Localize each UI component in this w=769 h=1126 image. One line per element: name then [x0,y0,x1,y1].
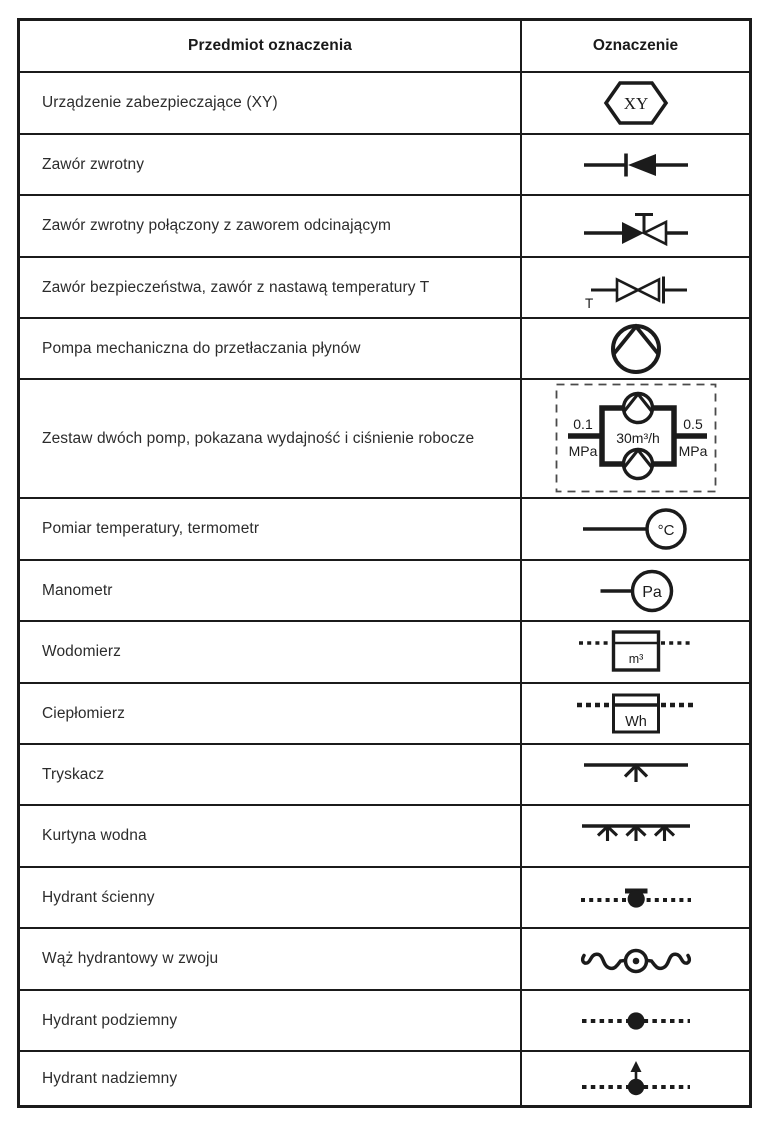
table-row [20,317,749,378]
row-label-water-meter: Wodomierz [20,622,522,682]
row-label-wall-hydrant: Hydrant ścienny [20,868,522,927]
underground-hydrant-symbol [571,1004,701,1038]
table-header-row [20,21,749,71]
check-valve-symbol [576,147,696,183]
row-label-dual-pump-set: Zestaw dwóch pomp, pokazana wydajność i ciśnienie robocze [20,380,522,497]
row-label-check-valve-shutoff: Zawór zwrotny połączony z zaworem odcinającym [20,196,522,256]
water-meter-symbol [571,626,701,678]
manometer-symbol [571,568,701,614]
svg-text:Wh: Wh [624,713,647,730]
row-label-safety-valve: Zawór bezpieczeństwa, zawór z nastawą temperatury T [20,258,522,317]
symbol-table [17,18,752,1108]
check-valve-with-shutoff-symbol [576,202,696,250]
row-label-underground-hydrant: Hydrant podziemny [20,991,522,1050]
table-row [20,866,749,927]
wall-hydrant-symbol [571,881,701,915]
row-label-coiled-hose: Wąż hydrantowy w zwoju [20,929,522,989]
outlet-pressure-unit: MPa [678,442,707,459]
coiled-hydrant-hose-symbol [571,937,701,981]
row-label-manometer: Manometr [20,561,522,620]
table-row [20,989,749,1050]
flow-rate-value: 30m³/h [615,429,660,446]
heat-meter-symbol [571,688,701,740]
inlet-pressure-unit: MPa [568,442,597,459]
row-label-check-valve: Zawór zwrotny [20,135,522,194]
outlet-pressure-value: 0.5 [682,415,703,432]
table-row [20,378,749,497]
row-label-water-curtain: Kurtyna wodna [20,806,522,866]
table-row [20,497,749,559]
safety-valve-symbol [571,264,701,312]
table-row [20,682,749,743]
table-row [20,559,749,620]
row-label-sprinkler: Tryskacz [20,745,522,804]
svg-text:Pa: Pa [641,583,662,601]
above-ground-hydrant-symbol [571,1056,701,1102]
hexagon-protective-device-symbol [601,77,671,129]
table-row [20,743,749,804]
row-label-pump: Pompa mechaniczna do przetłaczania płynów [20,319,522,378]
table-row [20,256,749,317]
row-label-heat-meter: Ciepłomierz [20,684,522,743]
row-label-thermometer: Pomiar temperatury, termometr [20,499,522,559]
column-header-designation: Oznaczenie [592,37,679,54]
thermometer-symbol [571,506,701,552]
inlet-pressure-value: 0.1 [572,415,593,432]
water-curtain-symbol [571,817,701,855]
table-row [20,804,749,866]
table-row [20,620,749,682]
dual-pump-set-symbol [536,381,736,497]
table-row [20,194,749,256]
column-header-subject: Przedmiot oznaczenia [20,21,522,71]
table-row [20,133,749,194]
svg-text:XY: XY [623,94,648,113]
sprinkler-symbol [571,756,701,794]
table-row [20,1050,749,1105]
svg-text:°C: °C [657,522,674,539]
table-row [20,71,749,133]
row-label-above-ground-hydrant: Hydrant nadziemny [20,1052,522,1105]
svg-text:m³: m³ [628,652,643,666]
table-row [20,927,749,989]
svg-text:T: T [584,295,593,311]
pump-symbol [609,322,663,376]
row-label-protective-device: Urządzenie zabezpieczające (XY) [20,73,522,133]
